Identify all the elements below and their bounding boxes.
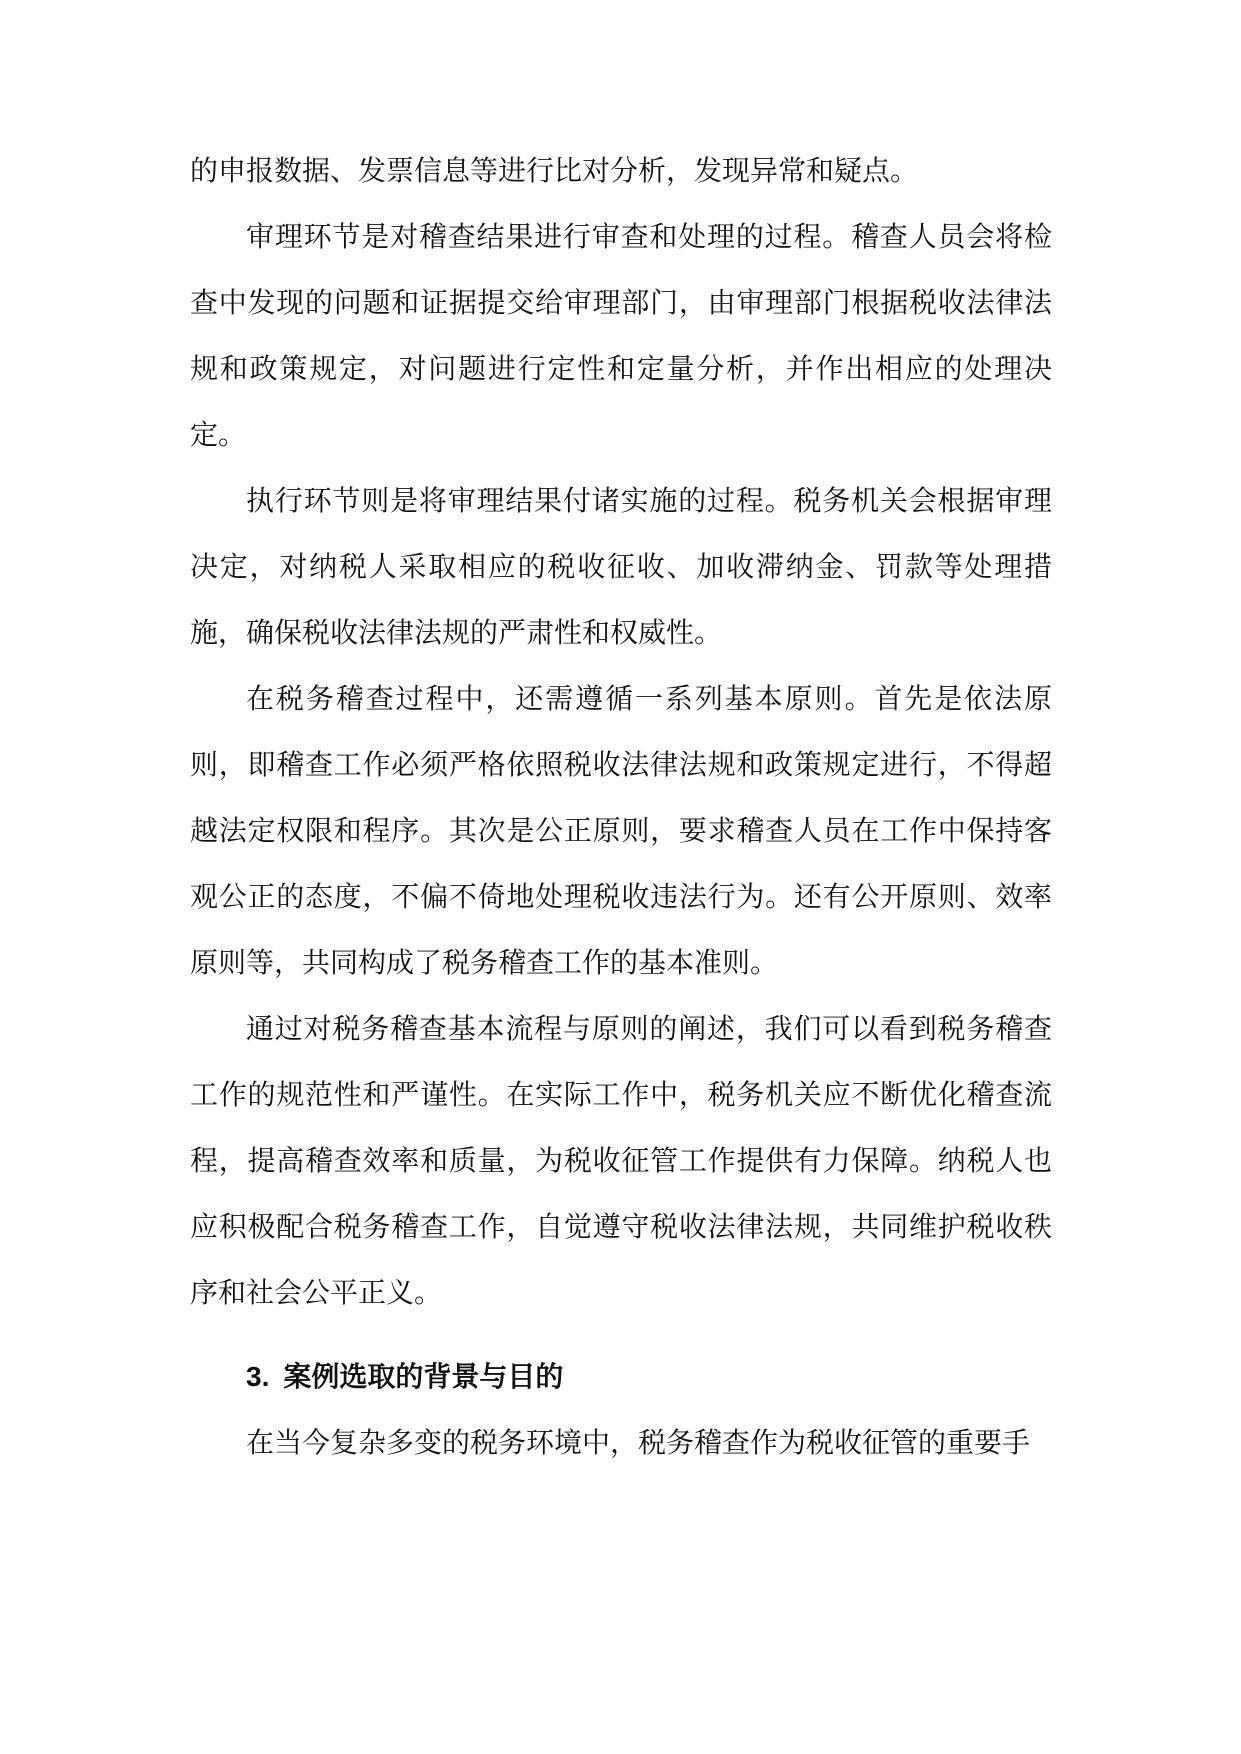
paragraph-review-stage: 审理环节是对稽查结果进行审查和处理的过程。稽查人员会将检查中发现的问题和证据提交给审理部门，由审理部门根据税收法律法规和政策规定，对问题进行定性和定量分析，并作出相应的处理决定。 xyxy=(190,220,1052,451)
paragraph-continued: 的申报数据、发票信息等进行比对分析，发现异常和疑点。 xyxy=(190,154,919,187)
section-heading xyxy=(190,1344,1052,1410)
paragraph-basic-principles: 在税务稽查过程中，还需遵循一系列基本原则。首先是依法原则，即稽查工作必须严格依照税收法律法规和政策规定进行，不得超越法定权限和程序。其次是公正原则，要求稽查人员在工作中保持客观公正的态度，不偏不倚地处理税收违法行为。还有公开原则、效率原则等，共同构成了税务稽查工作的基本准则。 xyxy=(190,682,1052,979)
document-body xyxy=(190,138,1052,1476)
paragraph-case-background: 在当今复杂多变的税务环境中，税务稽查作为税收征管的重要手 xyxy=(246,1426,1031,1459)
section-title: 案例选取的背景与目的 xyxy=(283,1360,564,1393)
paragraph-execution-stage: 执行环节则是将审理结果付诸实施的过程。税务机关会根据审理决定，对纳税人采取相应的税收征收、加收滞纳金、罚款等处理措施，确保税收法律法规的严肃性和权威性。 xyxy=(190,484,1052,649)
paragraph-summary: 通过对税务稽查基本流程与原则的阐述，我们可以看到税务稽查工作的规范性和严谨性。在实际工作中，税务机关应不断优化稽查流程，提高稽查效率和质量，为税收征管工作提供有力保障。纳税人也应积极配合税务稽查工作，自觉遵守税收法律法规，共同维护税收秩序和社会公平正义。 xyxy=(190,1012,1052,1309)
section-number: 3. xyxy=(246,1361,270,1392)
